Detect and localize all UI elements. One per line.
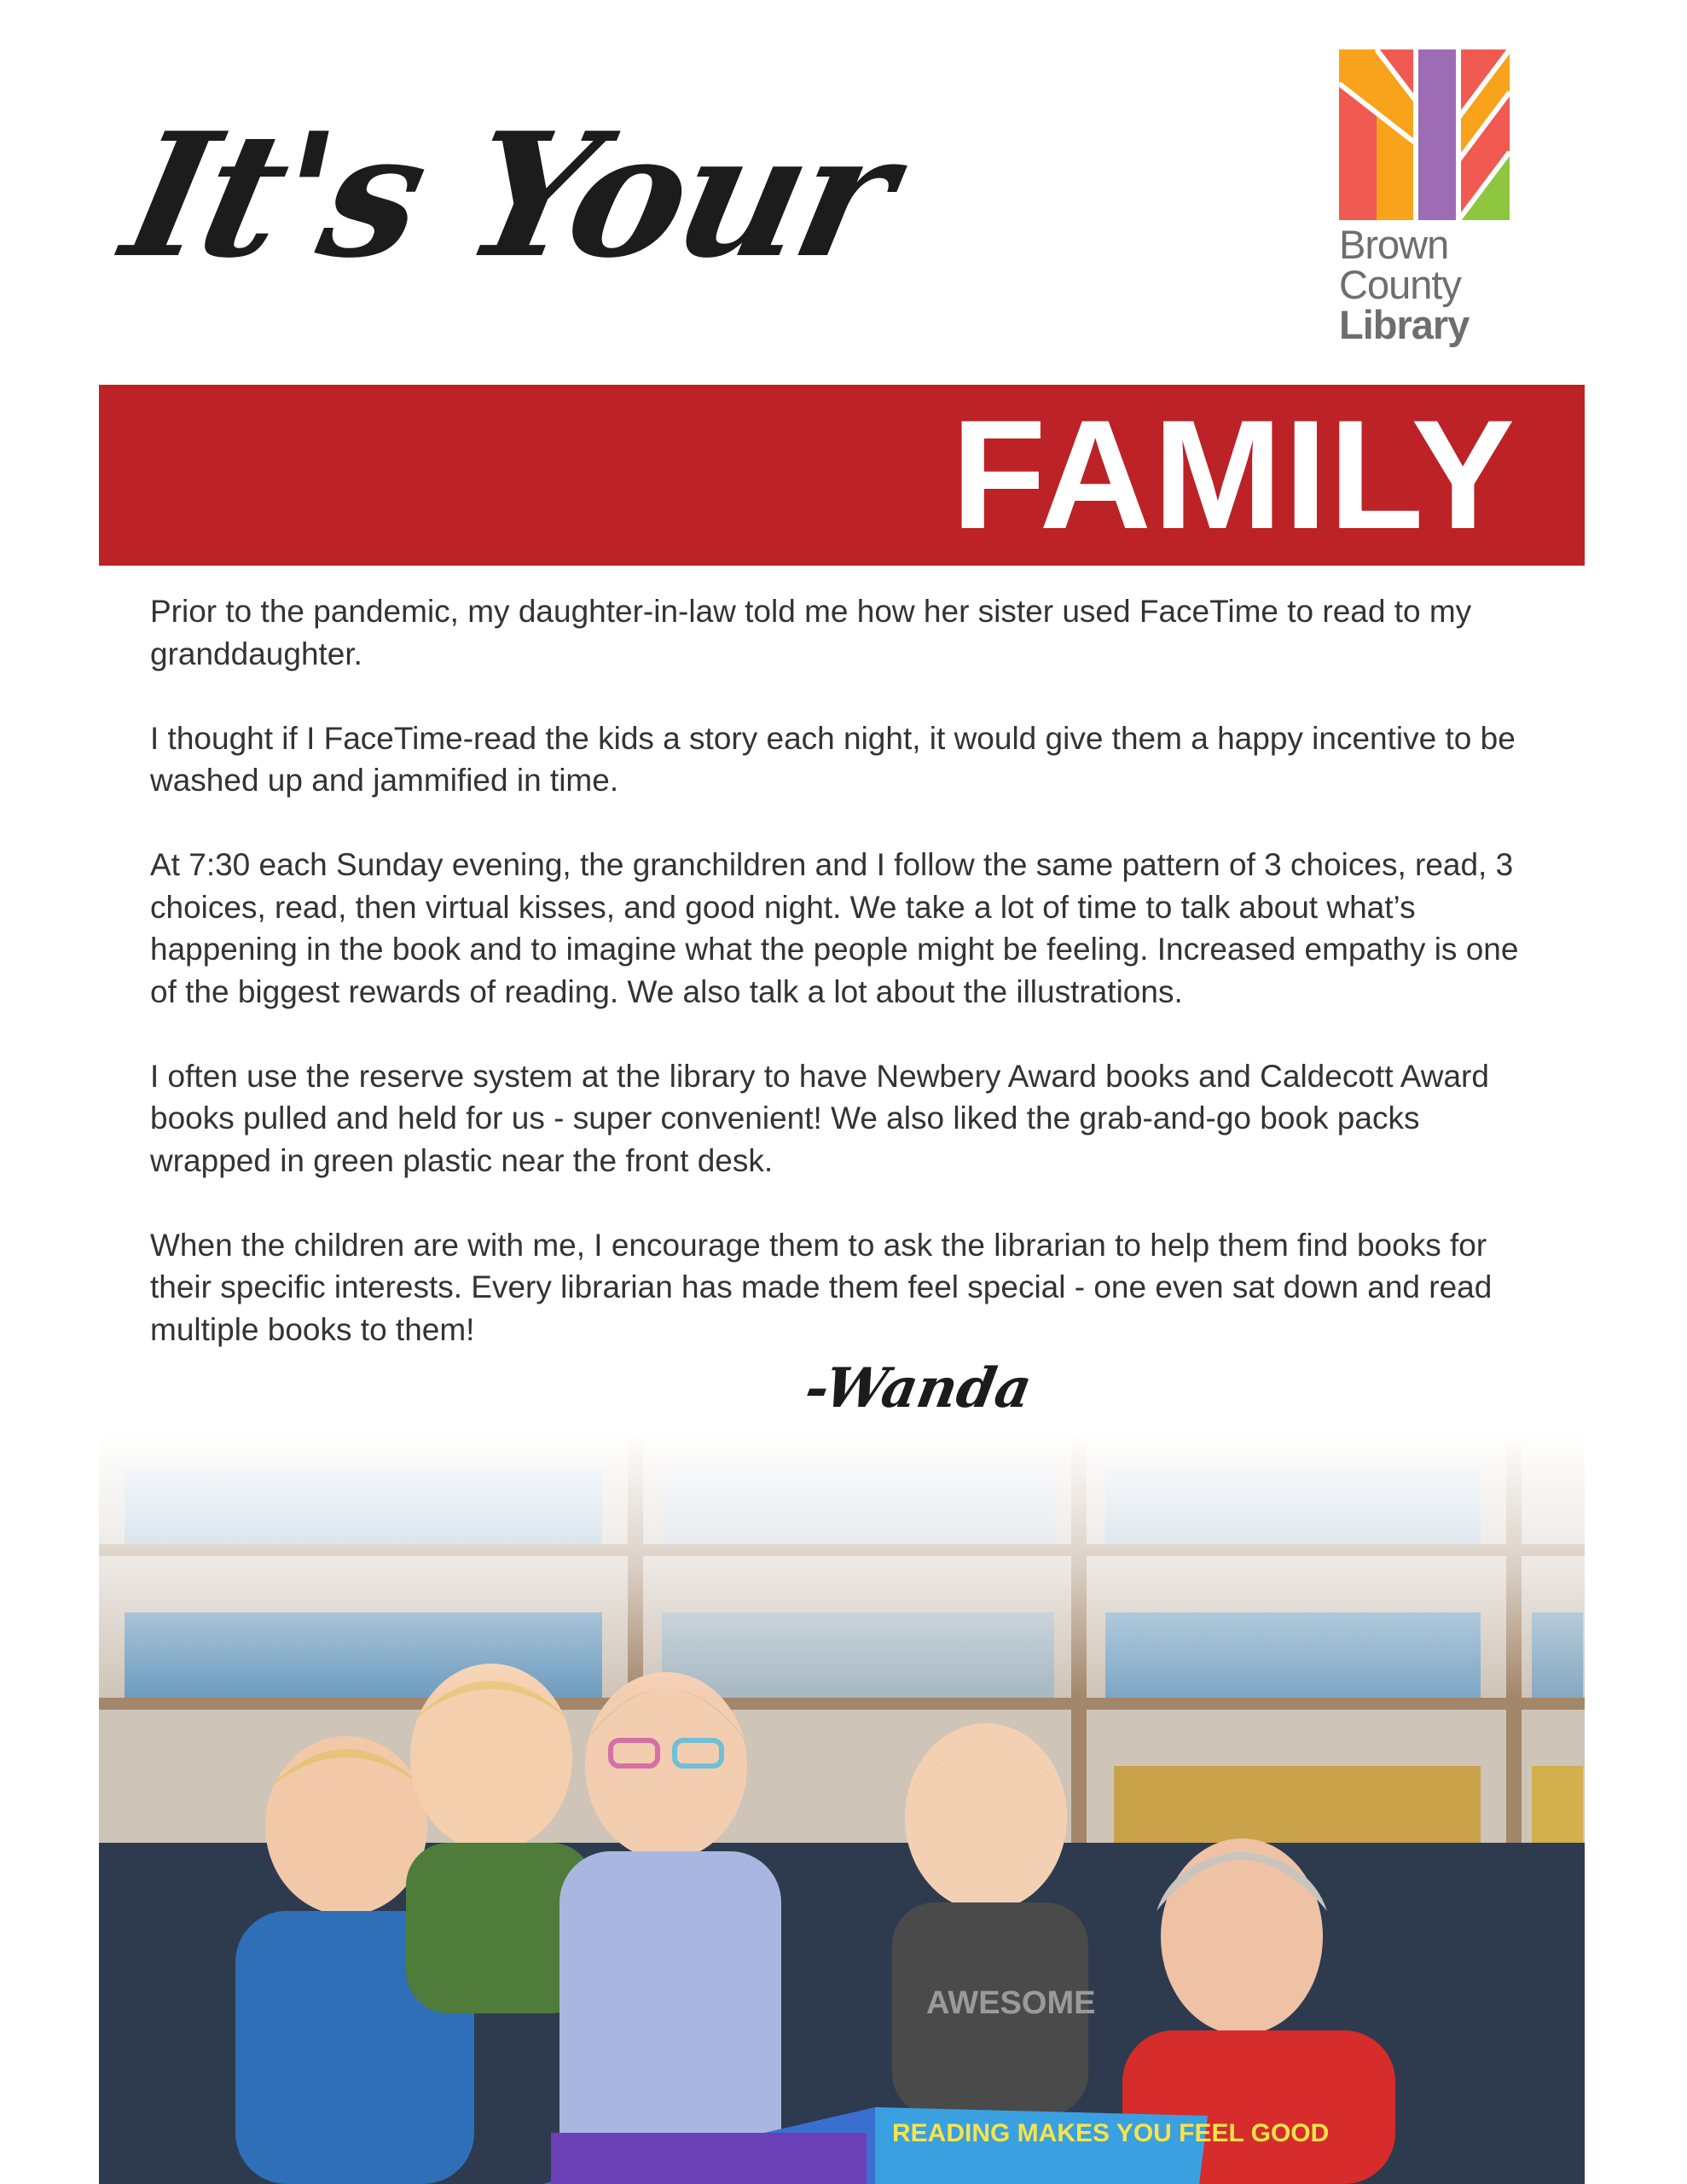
story-paragraph-4: I often use the reserve system at the library to have Newbery Award books and Caldecott Award books pulled and held for us - super convenient! We also liked the grab-and-go book packs wrapped in green plastic near the front desk. xyxy=(150,1058,1489,1178)
story-paragraph-5: When the children are with me, I encourage them to ask the librarian to help them find books for their specific interests. Every librarian has made them feel special - one even sat down and read multiple books to them! xyxy=(150,1227,1493,1347)
story-paragraph-3: At 7:30 each Sunday evening, the granchildren and I follow the same pattern of 3 choices, read, 3 choices, read, then virtual kisses, and good night. We take a lot of time to talk about what’s happening in the book and to imagine what the people might be feeling. Increased empathy is one of the biggest rewards of reading. We also talk a lot about the illustrations. xyxy=(150,847,1519,1009)
library-logo-mark-icon xyxy=(1339,49,1510,220)
signature: -Wanda xyxy=(800,1356,1037,1420)
story-body xyxy=(150,590,1532,1393)
logo-line-county: County xyxy=(1339,262,1461,307)
story-paragraph-1: Prior to the pandemic, my daughter-in-law told me how her sister used FaceTime to read to my granddaughter. xyxy=(150,594,1472,671)
photo-illustration xyxy=(99,1433,1585,2184)
family-banner xyxy=(99,385,1585,566)
library-wordmark xyxy=(1339,224,1469,345)
headline-script: It's Your xyxy=(109,96,907,296)
logo-line-brown: Brown xyxy=(1339,222,1449,267)
brown-county-library-logo xyxy=(1339,49,1518,357)
banner-title: FAMILY xyxy=(951,387,1516,561)
family-reading-photo xyxy=(99,1433,1585,2184)
logo-line-library: Library xyxy=(1339,302,1470,347)
story-paragraph-2: I thought if I FaceTime-read the kids a story each night, it would give them a happy incentive to be washed up and jammified in time. xyxy=(150,720,1516,798)
